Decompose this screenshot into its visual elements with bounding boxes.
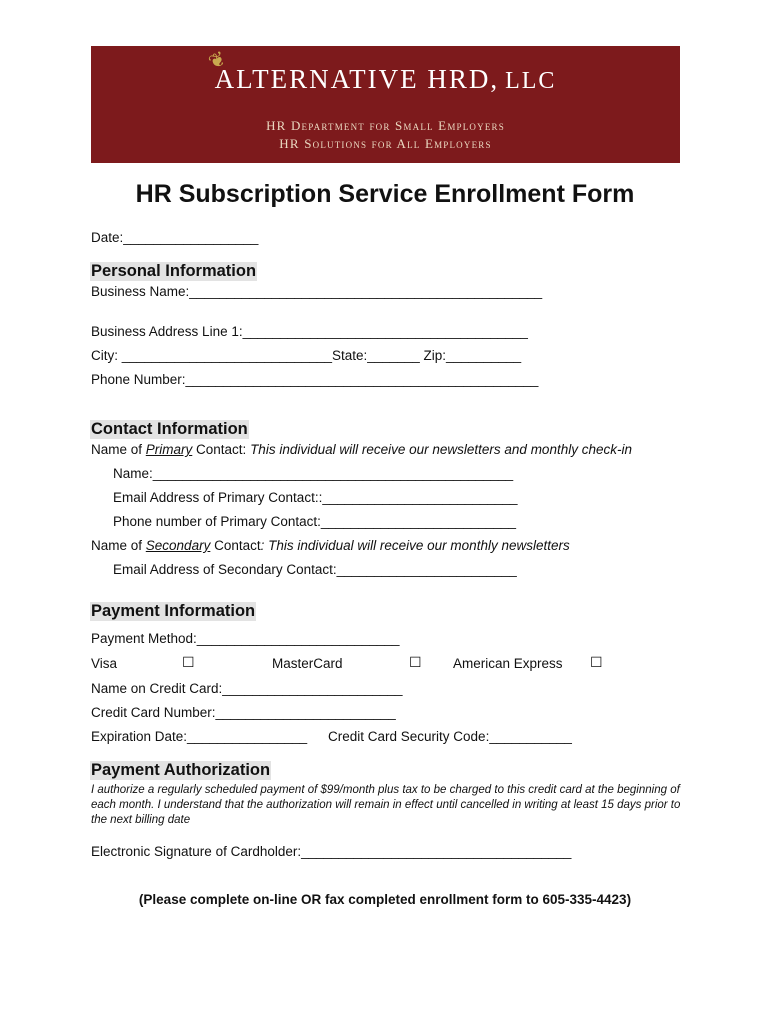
company-logo: [91, 64, 680, 95]
payment-info-heading: Payment Information: [91, 602, 256, 620]
primary-contact-label: [91, 442, 632, 457]
card-number-field[interactable]: Credit Card Number:________________________: [91, 705, 396, 720]
business-address-field[interactable]: Business Address Line 1:______________________________________: [91, 324, 528, 339]
date-field[interactable]: Date:__________________: [91, 230, 259, 245]
amex-label: American Express: [453, 656, 563, 671]
logo-main-text: ALTERNATIVE HRD,: [214, 64, 500, 94]
secondary-contact-label: [91, 538, 570, 553]
tagline-1: HR Department for Small Employers: [266, 118, 505, 133]
expiration-date-field[interactable]: Expiration Date:________________: [91, 729, 308, 744]
header-banner: [91, 46, 680, 163]
mastercard-label: MasterCard: [272, 656, 343, 671]
secondary-prefix: Name of: [91, 538, 146, 553]
mastercard-checkbox[interactable]: ☐: [409, 654, 422, 670]
visa-label: Visa: [91, 656, 118, 671]
primary-note: This individual will receive our newsletters and monthly check-in: [250, 442, 632, 457]
authorization-text: I authorize a regularly scheduled payment of $99/month plus tax to be charged to this credit card at the beginning of each month. I understand that the authorization will remain in effect until cancelled in writing at least 15 days prior to the next billing date: [91, 784, 681, 826]
personal-info-heading: Personal Information: [91, 262, 257, 280]
city-state-zip-field[interactable]: City: ____________________________State:_______ Zip:__________: [91, 348, 522, 363]
visa-checkbox[interactable]: ☐: [182, 654, 195, 670]
primary-email-field[interactable]: Email Address of Primary Contact::__________________________: [113, 490, 518, 505]
amex-checkbox[interactable]: ☐: [590, 654, 603, 670]
secondary-suffix: Contact: [210, 538, 261, 553]
contact-info-heading: Contact Information: [91, 420, 248, 438]
signature-field[interactable]: Electronic Signature of Cardholder:____________________________________: [91, 844, 572, 859]
phone-number-field[interactable]: Phone Number:_______________________________________________: [91, 372, 539, 387]
payment-method-field[interactable]: Payment Method:___________________________: [91, 631, 400, 646]
wheat-accent-icon: ❦: [205, 47, 230, 75]
logo-llc-text: LLC: [505, 68, 557, 94]
secondary-email-field[interactable]: Email Address of Secondary Contact:________________________: [113, 562, 517, 577]
payment-authorization-heading: Payment Authorization: [91, 761, 271, 779]
primary-phone-field[interactable]: Phone number of Primary Contact:__________________________: [113, 514, 517, 529]
security-code-field[interactable]: Credit Card Security Code:___________: [328, 729, 572, 744]
primary-name-field[interactable]: Name:________________________________________________: [113, 466, 514, 481]
footer-instructions: (Please complete on-line OR fax completed enrollment form to 605-335-4423): [138, 892, 632, 907]
primary-word: Primary: [145, 442, 193, 457]
secondary-note: : This individual will receive our monthly newsletters: [260, 538, 570, 553]
primary-prefix: Name of: [91, 442, 146, 457]
primary-suffix: Contact:: [192, 442, 251, 457]
secondary-word: Secondary: [145, 538, 211, 553]
business-name-field[interactable]: Business Name:_______________________________________________: [91, 284, 543, 299]
form-title: HR Subscription Service Enrollment Form: [135, 180, 635, 208]
tagline-2: HR Solutions for All Employers: [279, 136, 492, 151]
name-on-card-field[interactable]: Name on Credit Card:________________________: [91, 681, 403, 696]
